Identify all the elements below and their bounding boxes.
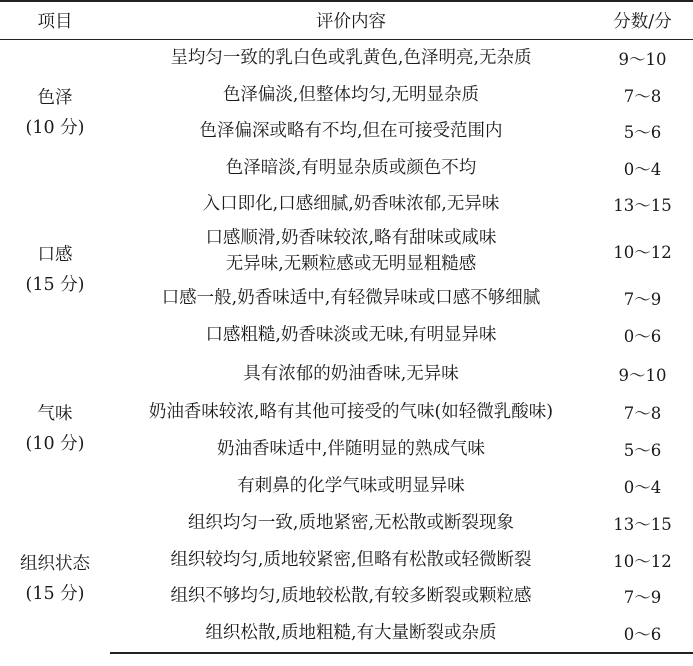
table-row bbox=[0, 505, 693, 542]
criteria-cell bbox=[110, 280, 592, 317]
criteria-cell bbox=[110, 317, 592, 354]
criteria-text: 奶油香味较浓,略有其他可接受的气味(如轻微乳酸味) bbox=[148, 402, 554, 422]
table-row bbox=[0, 186, 693, 222]
score-cell: 10～12 bbox=[613, 551, 672, 571]
criteria-text: 组织较均匀,质地较紧密,但略有松散或轻微断裂 bbox=[170, 549, 532, 570]
criteria-cell bbox=[110, 222, 592, 280]
header-criteria: 评价内容 bbox=[316, 12, 386, 32]
score-cell: 13～15 bbox=[613, 515, 672, 534]
item-name: 组织状态 bbox=[20, 553, 90, 574]
score-cell: 7～9 bbox=[623, 588, 662, 607]
criteria-text: 色泽暗淡,有明显杂质或颜色不均 bbox=[225, 157, 477, 178]
score-cell: 9～10 bbox=[618, 50, 667, 70]
score-cell: 0～4 bbox=[623, 478, 662, 497]
item-cell bbox=[0, 186, 110, 354]
score-cell: 0～4 bbox=[623, 159, 662, 179]
item-cell bbox=[0, 354, 110, 505]
item-points: (15 分) bbox=[25, 274, 85, 295]
item-name: 气味 bbox=[37, 404, 73, 424]
criteria-cell bbox=[110, 113, 592, 150]
criteria-text: 色泽偏深或略有不均,但在可接受范围内 bbox=[199, 121, 503, 141]
criteria-cell bbox=[110, 505, 592, 542]
criteria-text: 具有浓郁的奶油香味,无异味 bbox=[243, 363, 459, 384]
item-cell bbox=[0, 505, 110, 653]
criteria-text: 无异味,无颗粒感或无明显粗糙感 bbox=[225, 253, 477, 274]
criteria-text: 口感粗糙,奶香味淡或无味,有明显异味 bbox=[205, 325, 497, 345]
score-cell: 0～6 bbox=[623, 327, 662, 346]
score-cell: 7～8 bbox=[623, 404, 662, 423]
criteria-text: 入口即化,口感细腻,奶香味浓郁,无异味 bbox=[202, 193, 500, 214]
criteria-cell bbox=[110, 150, 592, 186]
criteria-text: 呈均匀一致的乳白色或乳黄色,色泽明亮,无杂质 bbox=[170, 48, 532, 69]
criteria-cell bbox=[110, 431, 592, 468]
item-points: (15 分) bbox=[25, 583, 85, 604]
score-cell: 9～10 bbox=[618, 365, 667, 385]
criteria-cell bbox=[110, 40, 592, 77]
item-name: 色泽 bbox=[37, 87, 73, 108]
criteria-text: 组织不够均匀,质地较松散,有较多断裂或颗粒感 bbox=[170, 586, 532, 606]
item-name: 口感 bbox=[37, 244, 73, 265]
score-cell: 7～8 bbox=[623, 86, 662, 106]
criteria-cell bbox=[110, 354, 592, 394]
criteria-text: 组织均匀一致,质地紧密,无松散或断裂现象 bbox=[187, 513, 515, 533]
item-points: (10 分) bbox=[25, 434, 85, 454]
table-row bbox=[0, 354, 693, 394]
criteria-cell bbox=[110, 77, 592, 113]
criteria-cell bbox=[110, 394, 592, 431]
item-points: (10 分) bbox=[25, 117, 85, 138]
table-header-row bbox=[0, 1, 693, 40]
criteria-cell bbox=[110, 186, 592, 222]
score-cell: 13～15 bbox=[613, 195, 672, 215]
criteria-text: 奶油香味适中,伴随明显的熟成气味 bbox=[216, 439, 486, 459]
criteria-cell bbox=[110, 542, 592, 578]
score-cell: 7～9 bbox=[623, 290, 662, 309]
criteria-cell bbox=[110, 615, 592, 653]
table-row bbox=[0, 40, 693, 77]
score-cell: 5～6 bbox=[623, 441, 662, 460]
score-cell: 0～6 bbox=[592, 615, 693, 653]
score-cell: 10～12 bbox=[613, 242, 672, 262]
item-cell bbox=[0, 40, 110, 186]
criteria-text: 口感顺滑,奶香味较浓,略有甜味或咸味 bbox=[205, 227, 497, 248]
criteria-cell bbox=[110, 468, 592, 505]
criteria-text: 有刺鼻的化学气味或明显异味 bbox=[237, 476, 465, 496]
criteria-text: 组织松散,质地粗糙,有大量断裂或杂质 bbox=[205, 623, 497, 643]
header-score: 分数/分 bbox=[613, 12, 672, 32]
criteria-text: 色泽偏淡,但整体均匀,无明显杂质 bbox=[222, 84, 480, 105]
criteria-text: 口感一般,奶香味适中,有轻微异味或口感不够细腻 bbox=[161, 288, 541, 308]
score-cell: 5～6 bbox=[623, 123, 662, 142]
criteria-cell bbox=[110, 578, 592, 615]
header-item: 项目 bbox=[37, 12, 73, 32]
table-body bbox=[0, 40, 693, 653]
